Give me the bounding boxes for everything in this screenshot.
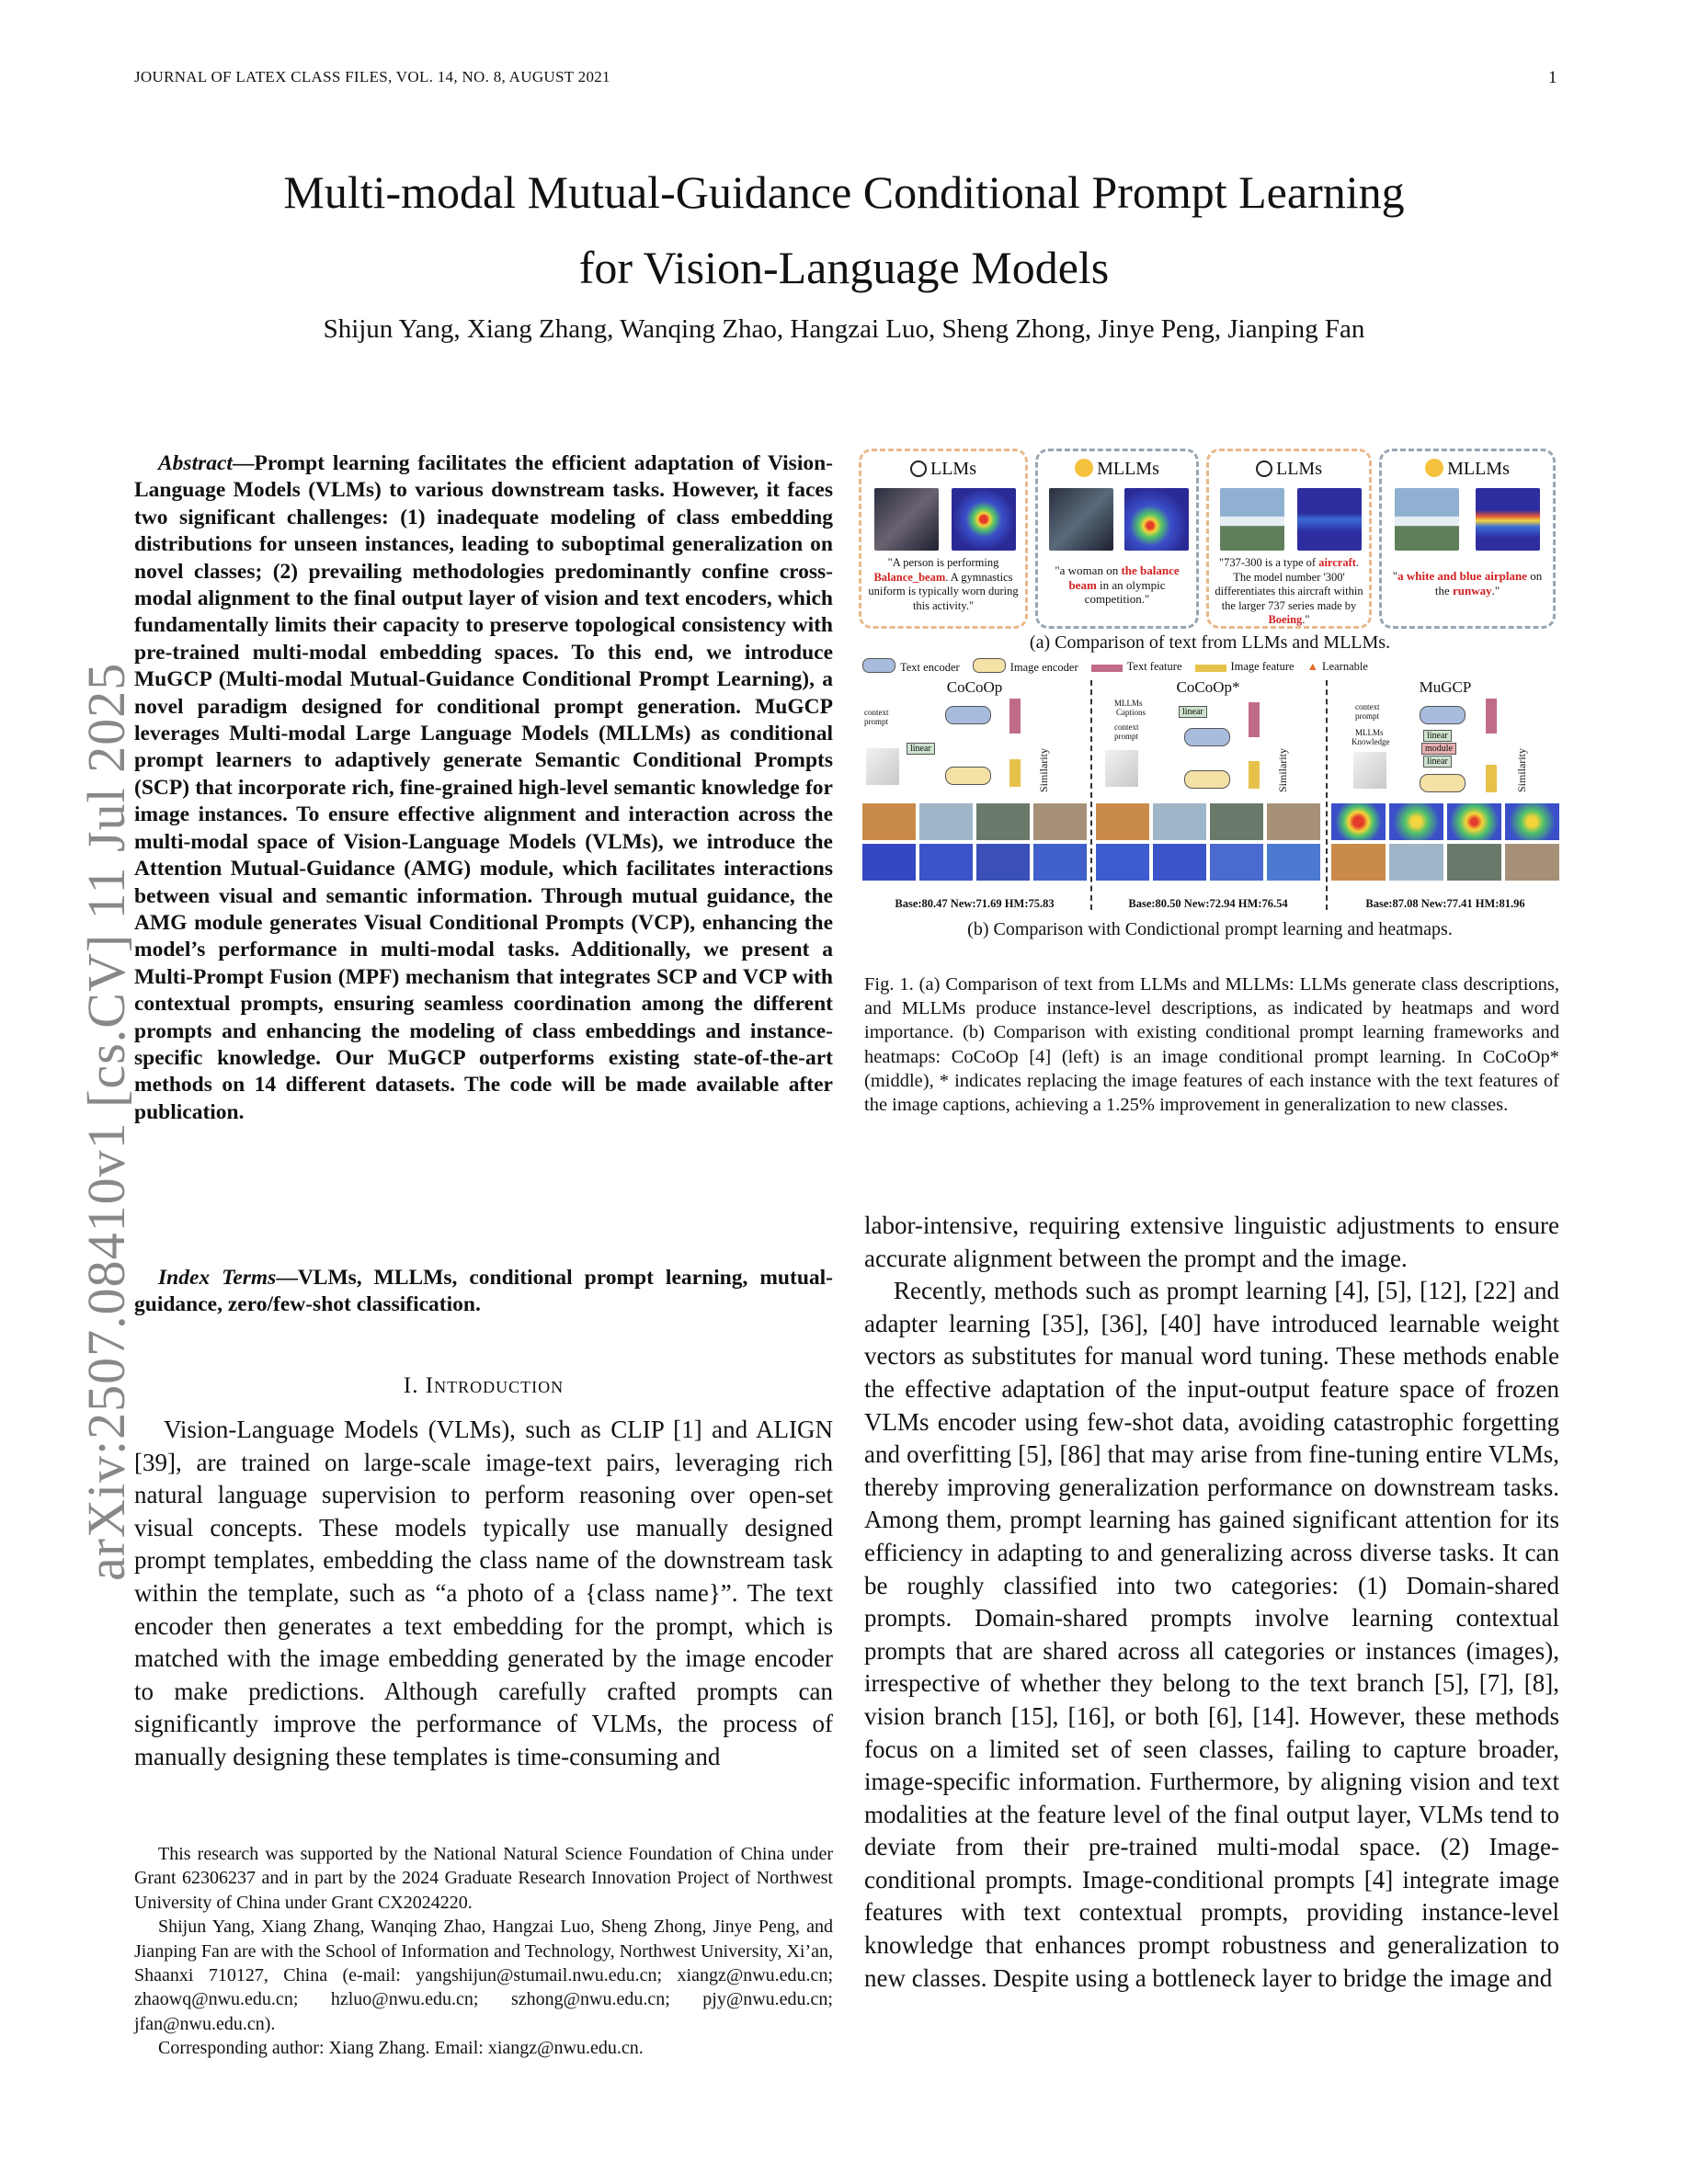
footnote-affiliation: Shijun Yang, Xiang Zhang, Wanqing Zhao, Hangzai Luo, Sheng Zhong, Jinye Peng, and Jianping Fan are with the School of Information and Technology, Northwest University, Xi’an, Shaanxi 710127, China (e-mail: yangshijun@stumail.nwu.edu.cn; xiangz@nwu.edu.cn; zhaowq@nwu.edu.cn; hzluo@nwu.edu.cn; szhong@nwu.edu.cn; pjy@nwu.edu.cn; jfan@nwu.edu.cn). [134,1917,833,2034]
hugging-face-icon [1075,459,1093,477]
author-list: Shijun Yang, Xiang Zhang, Wanqing Zhao, Hangzai Luo, Sheng Zhong, Jinye Peng, Jianping Fan [323,314,1365,344]
gymnast-photo [874,488,939,551]
similarity-label: Similarity [1276,748,1289,792]
thumb-plane [1153,803,1206,840]
intro-right-text [864,1210,1559,1995]
prompt-label: prompt [1355,711,1379,721]
desc-part: in an olympic competition." [1084,577,1166,606]
context-label: context [864,708,889,717]
panel-llms-aircraft [1206,449,1372,629]
panel-description [1215,556,1363,628]
gymnast-photo [1049,488,1113,551]
heatmap-grid [1096,803,1320,881]
title-line-1: Multi-modal Mutual-Guidance Conditional Prompt Learning [283,166,1405,218]
legend-text-feature [1091,660,1182,674]
panel-description [1387,569,1547,597]
divider [1090,680,1092,910]
index-terms [134,1265,833,1319]
desc-part: on the [1434,569,1543,597]
linear-block: linear [1423,756,1452,768]
method-title: CoCoOp* [1176,678,1240,696]
intro-paragraph: Vision-Language Models (VLMs), such as CLIP [1] and ALIGN [39], are trained on large-scale image-text pairs, leveraging rich natural language supervision to perform reasoning over open-set visual concepts. These models typically use manually designed prompt templates, embedding the class name of the downstream task within the template, such as “a photo of a {class name}”. The text encoder then generates a text embedding for the prompt, which is matched with the image embedding generated by the image encoder to make predictions. Although carefully crafted prompts can significantly improve the performance of VLMs, the process of manually designing these templates is time-consuming and [134,1416,833,1770]
desc-part: "A person is performing [887,556,999,569]
text-feature-bar [1249,702,1260,737]
intro-paragraph: labor-intensive, requiring extensive linguistic adjustments to ensure accurate alignment between the prompt and the image. [864,1211,1559,1272]
subcaption-b: (b) Comparison with Condictional prompt learning and heatmaps. [967,919,1453,939]
legend-label: Image feature [1230,659,1295,673]
thumb-plane [1389,844,1443,881]
thumb-animal [1033,803,1087,840]
thumb-animal [1505,844,1559,881]
thumb-heatmap [1096,844,1149,881]
thumb-dog [1096,803,1149,840]
hugging-face-icon [1425,459,1443,477]
panel-label: LLMs [930,459,976,479]
desc-part: . A gymnastics uniform is typically worn during this activity." [868,570,1019,612]
desc-part: " [1392,569,1398,583]
method-metrics: Base:80.50 New:72.94 HM:76.54 [1128,897,1288,910]
panel-mllms-aircraft [1379,449,1556,629]
image-encoder-block [1184,770,1230,789]
text-feature-bar [1486,699,1497,734]
method-title: MuGCP [1419,678,1472,696]
thumb-car [1447,844,1501,881]
captions-label: Captions [1116,708,1146,717]
intro-paragraph: Recently, methods such as prompt learning [4], [5], [12], [22] and adapter learning [35], [36], [40] have introduced learnable weight vectors as substitutes for manual word tuning. These methods enable the effective adaptation of the input-output feature space of frozen VLMs encoder using few-shot data, avoiding catastrophic forgetting and overfitting [5], [86] that may arise from fine-tuning entire VLMs, thereby improving generalization performance on downstream tasks. Among them, prompt learning has gained significant attention for its efficiency in adapting to and generalizing across diverse tasks. It can be roughly classified into two categories: (1) Domain-shared prompts. Domain-shared prompts involve learning contextual prompts that are shared across all categories or instances (images), irrespective of whether they belong to the text branch [5], [7], [8], vision branch [15], [16], or both [6], [14]. However, these methods focus on a limited set of seen classes, failing to capture broader, image-specific information. Furthermore, by aligning vision and text modalities at the feature level of the final output layer, VLMs tend to deviate from their pre-trained multi-modal space. (2) Image-conditional prompts. Image-conditional prompts [4] integrate image features with text contextual prompts, providing instance-level knowledge that enhances prompt robustness and generalization to new classes. Despite using a bottleneck layer to bridge the image and [864,1277,1559,1992]
thumb-heatmap [1331,803,1386,840]
text-encoder-block [945,706,991,724]
similarity-label: Similarity [1037,748,1050,792]
legend-learnable [1307,660,1368,674]
desc-highlight: Balance_beam [873,570,946,584]
similarity-label: Similarity [1515,748,1528,792]
thumb-heatmap [1447,803,1501,840]
openai-icon [1256,461,1272,477]
panel-label: MLLMs [1447,459,1510,479]
dog-photo [1353,752,1386,789]
aircraft-photo [1220,488,1284,551]
mllms-label: MLLMs [1114,699,1143,708]
intro-left-text [134,1414,833,1774]
figure-legend [862,658,1561,675]
method-cocoop [862,678,1087,916]
legend-label: Learnable [1321,659,1368,673]
subcaption-a: (a) Comparison of text from LLMs and MLLMs. [1029,632,1391,653]
desc-part: "737-300 is a type of [1218,556,1319,569]
image-feature-bar [1249,761,1260,789]
gymnast-heatmap [952,488,1016,551]
legend-label: Image encoder [1009,661,1078,674]
method-mugcp [1331,678,1559,916]
figure-1 [859,449,1561,945]
index-terms-text: —VLMs, MLLMs, conditional prompt learning, mutual-guidance, zero/few-shot classification. [134,1266,833,1317]
dog-photo [1105,750,1138,787]
section-heading [134,1373,833,1399]
index-terms-label: Index Terms [158,1266,277,1290]
journal-header: JOURNAL OF LATEX CLASS FILES, VOL. 14, NO. 8, AUGUST 2021 [134,68,610,85]
image-feature-bar [1486,765,1497,792]
abstract-text: —Prompt learning facilitates the efficient adaptation of Vision-Language Models (VLMs) to various downstream tasks. However, it faces two significant challenges: (1) inadequate modeling of class embedding distributions for unseen instances, leading to suboptimal generalization on novel classes; (2) prevailing methodologies predominantly confine cross-modal alignment to the final output layer of vision and text encoders, which fundamentally limits their capacity to preserve topological consistency with pre-trained multi-modal embedding spaces. To this end, we introduce MuGCP (Multi-modal Mutual-Guidance Conditional Prompt Learning), a novel paradigm designed for conditional prompt generation. MuGCP leverages Multi-modal Large Language Models (MLLMs) as conditional prompt learners to adaptively generate Semantic Conditional Prompts (SCP) that incorporate rich, fine-grained high-level semantic knowledge for image instances. To ensure effective alignment and interaction across the multi-modal space of Vision-Language Models (VLMs), we introduce the Attention Mutual-Guidance (AMG) module, which facilitates interactions between visual and semantic information. Through mutual guidance, the AMG module generates Visual Conditional Prompts (VCP), enhancing the model’s performance in multi-modal tasks. Additionally, we present a Multi-Prompt Fusion (MPF) mechanism that integrates SCP and VCP with contextual prompts, ensuring seamless coordination among the different prompts and enhancing the modeling of class embeddings and instance-specific knowledge. Our MuGCP outperforms existing state-of-the-art methods on 14 different datasets. The code will be made available after publication. [134,451,833,1124]
desc-part: . The model number '300' differentiates this aircraft within the larger 737 series made by [1215,556,1363,612]
legend-text-encoder [862,658,960,675]
flame-icon: ▲ [1306,659,1318,673]
dog-photo [866,748,899,785]
abstract-label: Abstract [158,451,233,475]
panel-label: MLLMs [1097,459,1159,479]
section-title: Introduction [425,1373,565,1398]
heatmap-grid [862,803,1087,881]
paper-title [0,154,1688,305]
linear-block: linear [1179,706,1207,718]
image-encoder-block [1420,774,1466,792]
thumb-heatmap [862,844,916,881]
footnote-corresponding: Corresponding author: Xiang Zhang. Email: xiangz@nwu.edu.cn. [158,2038,644,2059]
heatmap-grid [1331,803,1559,881]
openai-icon [910,461,927,477]
legend-label: Text feature [1126,659,1182,673]
thumb-dog [862,803,916,840]
aircraft-heatmap [1476,488,1540,551]
thumb-heatmap [1505,803,1559,840]
figure-caption: Fig. 1. (a) Comparison of text from LLMs and MLLMs: LLMs generate class descriptions, and MLLMs produce instance-level descriptions, as indicated by heatmaps and word importance. (b) Comparison with existing conditional prompt learning frameworks and heatmaps: CoCoOp [4] (left) is an image conditional prompt learning. In CoCoOp* (middle), * indicates replacing the image features of each instance with the text features of the image captions, achieving a 1.25% improvement in generalization to new classes. [864,974,1559,1116]
linear-block: linear [1423,730,1452,742]
legend-image-encoder [973,658,1078,675]
thumb-heatmap [1389,803,1443,840]
thumb-heatmap [976,844,1030,881]
linear-block: linear [907,743,935,755]
aircraft-heatmap [1297,488,1362,551]
mllms-label: MLLMs [1355,728,1384,737]
desc-highlight: a white and blue airplane [1397,569,1527,583]
text-feature-bar [1009,699,1021,734]
panel-llms-gymnastics [859,449,1028,629]
thumb-plane [919,803,973,840]
thumb-heatmap [919,844,973,881]
page-number: 1 [1548,68,1557,87]
desc-highlight: Boeing [1268,613,1303,626]
thumb-heatmap [1153,844,1206,881]
section-number: I. [403,1373,426,1398]
panel-description [1044,563,1191,607]
thumb-heatmap [1210,844,1263,881]
image-feature-bar [1009,759,1021,787]
legend-image-feature [1195,660,1295,674]
text-encoder-block [1184,728,1230,746]
gymnast-heatmap [1124,488,1189,551]
method-metrics: Base:87.08 New:77.41 HM:81.96 [1365,897,1525,910]
abstract [134,450,833,1126]
arxiv-watermark: arXiv:2507.08410v1 [cs.CV] 11 Jul 2025 [76,662,136,1581]
thumb-animal [1267,803,1320,840]
thumb-heatmap [1267,844,1320,881]
footnotes [134,1842,833,2061]
prompt-label: prompt [864,717,888,726]
knowledge-label: Knowledge [1352,737,1390,746]
image-encoder-block [945,767,991,785]
context-label: context [1355,702,1380,711]
thumb-heatmap [1033,844,1087,881]
text-encoder-block [1420,706,1466,724]
desc-part: ." [1491,583,1500,597]
thumb-car [1210,803,1263,840]
footnote-funding: This research was supported by the National Natural Science Foundation of China under Grant 62306237 and in part by the 2024 Graduate Research Innovation Project of Northwest University of China under Grant CX2024220. [134,1844,833,1913]
method-title: CoCoOp [946,678,1003,696]
desc-part: "a woman on [1055,563,1122,577]
aircraft-photo [1395,488,1459,551]
desc-highlight: runway [1452,583,1492,597]
method-metrics: Base:80.47 New:71.69 HM:75.83 [895,897,1055,910]
panel-label: LLMs [1276,459,1322,479]
divider [1326,680,1328,910]
prompt-label: prompt [1114,732,1138,741]
legend-label: Text encoder [900,661,960,674]
method-cocoop-star [1096,678,1320,916]
desc-part: ." [1302,613,1310,626]
panel-description [867,556,1020,613]
title-line-2: for Vision-Language Models [578,242,1110,293]
context-label: context [1114,722,1139,732]
thumb-dog [1331,844,1386,881]
desc-highlight: aircraft [1318,556,1356,569]
panel-mllms-gymnastics [1035,449,1199,629]
thumb-car [976,803,1030,840]
desc-highlight: the balance beam [1068,563,1180,592]
amg-module-block: module [1421,743,1456,755]
